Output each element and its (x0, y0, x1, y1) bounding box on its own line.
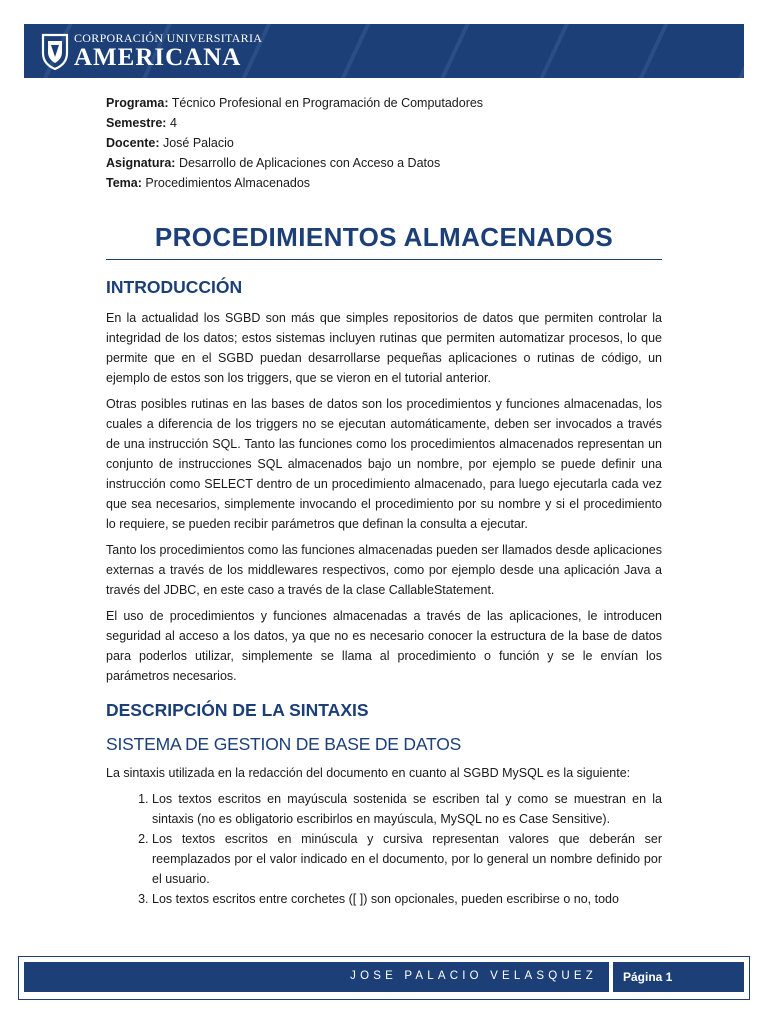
paragraph: El uso de procedimientos y funciones almacenadas a través de las aplicaciones, le introducen seguridad al acceso a los datos, ya que no es necesario conocer la estructura de la base de datos para poderlos utilizar, simplemente se llama al procedimiento o función y se le envían los parámetros necesarios. (106, 609, 662, 683)
meta-value: Procedimientos Almacenados (145, 176, 311, 190)
page-number: Página 1 (623, 970, 673, 984)
meta-label: Docente: (106, 136, 160, 150)
section-heading-introduccion: INTRODUCCIÓN (106, 277, 243, 297)
logo-bottom-text: AMERICANA (74, 44, 242, 71)
document-body (106, 93, 662, 909)
meta-label: Tema: (106, 176, 142, 190)
header-banner (24, 24, 744, 78)
footer-page-box (613, 962, 744, 992)
paragraph: La sintaxis utilizada en la redacción del documento en cuanto al SGBD MySQL es la siguiente: (106, 766, 631, 780)
meta-programa (106, 93, 662, 113)
meta-label: Asignatura: (106, 156, 176, 170)
subsection-heading-sgbd: SISTEMA DE GESTION DE BASE DE DATOS (106, 734, 462, 754)
footer-author: JOSE PALACIO VELASQUEZ (350, 970, 597, 982)
list-item: 1. Los textos escritos en mayúscula sostenida se escriben tal y como se muestran en la sintaxis (no es obligatorio escribirlos en mayúscula, MySQL no es Case Sensitive). (152, 789, 662, 829)
meta-value: José Palacio (162, 136, 234, 150)
meta-semestre (106, 113, 662, 133)
meta-docente (106, 133, 662, 153)
document-title: PROCEDIMIENTOS ALMACENADOS (106, 222, 662, 260)
meta-value: 4 (169, 116, 177, 130)
list-item: 2. Los textos escritos en minúscula y cursiva representan valores que deberán ser reemplazados por el valor indicado en el documento, por lo general un nombre definido por el usuario. (152, 829, 662, 889)
meta-value: Desarrollo de Aplicaciones con Acceso a Datos (178, 156, 441, 170)
syntax-rules-list (106, 789, 662, 909)
document-meta (106, 93, 662, 193)
section-heading-sintaxis: DESCRIPCIÓN DE LA SINTAXIS (106, 700, 369, 720)
list-item: 3. Los textos escritos entre corchetes ([ ]) son opcionales, pueden escribirse o no, todo (152, 889, 662, 909)
logo-top-text: CORPORACIÓN UNIVERSITARIA (74, 31, 263, 45)
meta-asignatura (106, 153, 662, 173)
shield-icon (40, 31, 70, 71)
footer-author-bar (24, 962, 609, 992)
meta-tema (106, 173, 662, 193)
meta-value: Técnico Profesional en Programación de Computadores (171, 96, 484, 110)
paragraph: En la actualidad los SGBD son más que simples repositorios de datos que permiten controlar la integridad de los datos; estos sistemas incluyen rutinas que permiten automatizar procesos, lo que permite que en el SGBD puedan desarrollarse pequeñas aplicaciones o rutinas de código, un ejemplo de estos son los triggers, que se vieron en el tutorial anterior. (106, 311, 662, 385)
university-logo (40, 28, 262, 74)
paragraph: Tanto los procedimientos como las funciones almacenadas pueden ser llamados desde aplicaciones externas a través de los middlewares respectivos, como por ejemplo desde una aplicación Java a través del JDBC, en este caso a través de la clase CallableStatement. (106, 543, 662, 597)
meta-label: Programa: (106, 96, 169, 110)
paragraph: Otras posibles rutinas en las bases de datos son los procedimientos y funciones almacenadas, los cuales a diferencia de los triggers no se ejecutan automáticamente, deben ser invocados a través de una instrucción SQL. Tanto las funciones como los procedimientos almacenados representan un conjunto de instrucciones SQL almacenados bajo un nombre, por ejemplo se puede definir una instrucción como SELECT dentro de un procedimiento almacenado, para luego ejecutarla cada vez que sea necesarios, simplemente invocando el procedimiento por su nombre y si el procedimiento lo requiere, se pueden recibir parámetros que definan la consulta a ejecutar. (106, 397, 662, 531)
meta-label: Semestre: (106, 116, 167, 130)
